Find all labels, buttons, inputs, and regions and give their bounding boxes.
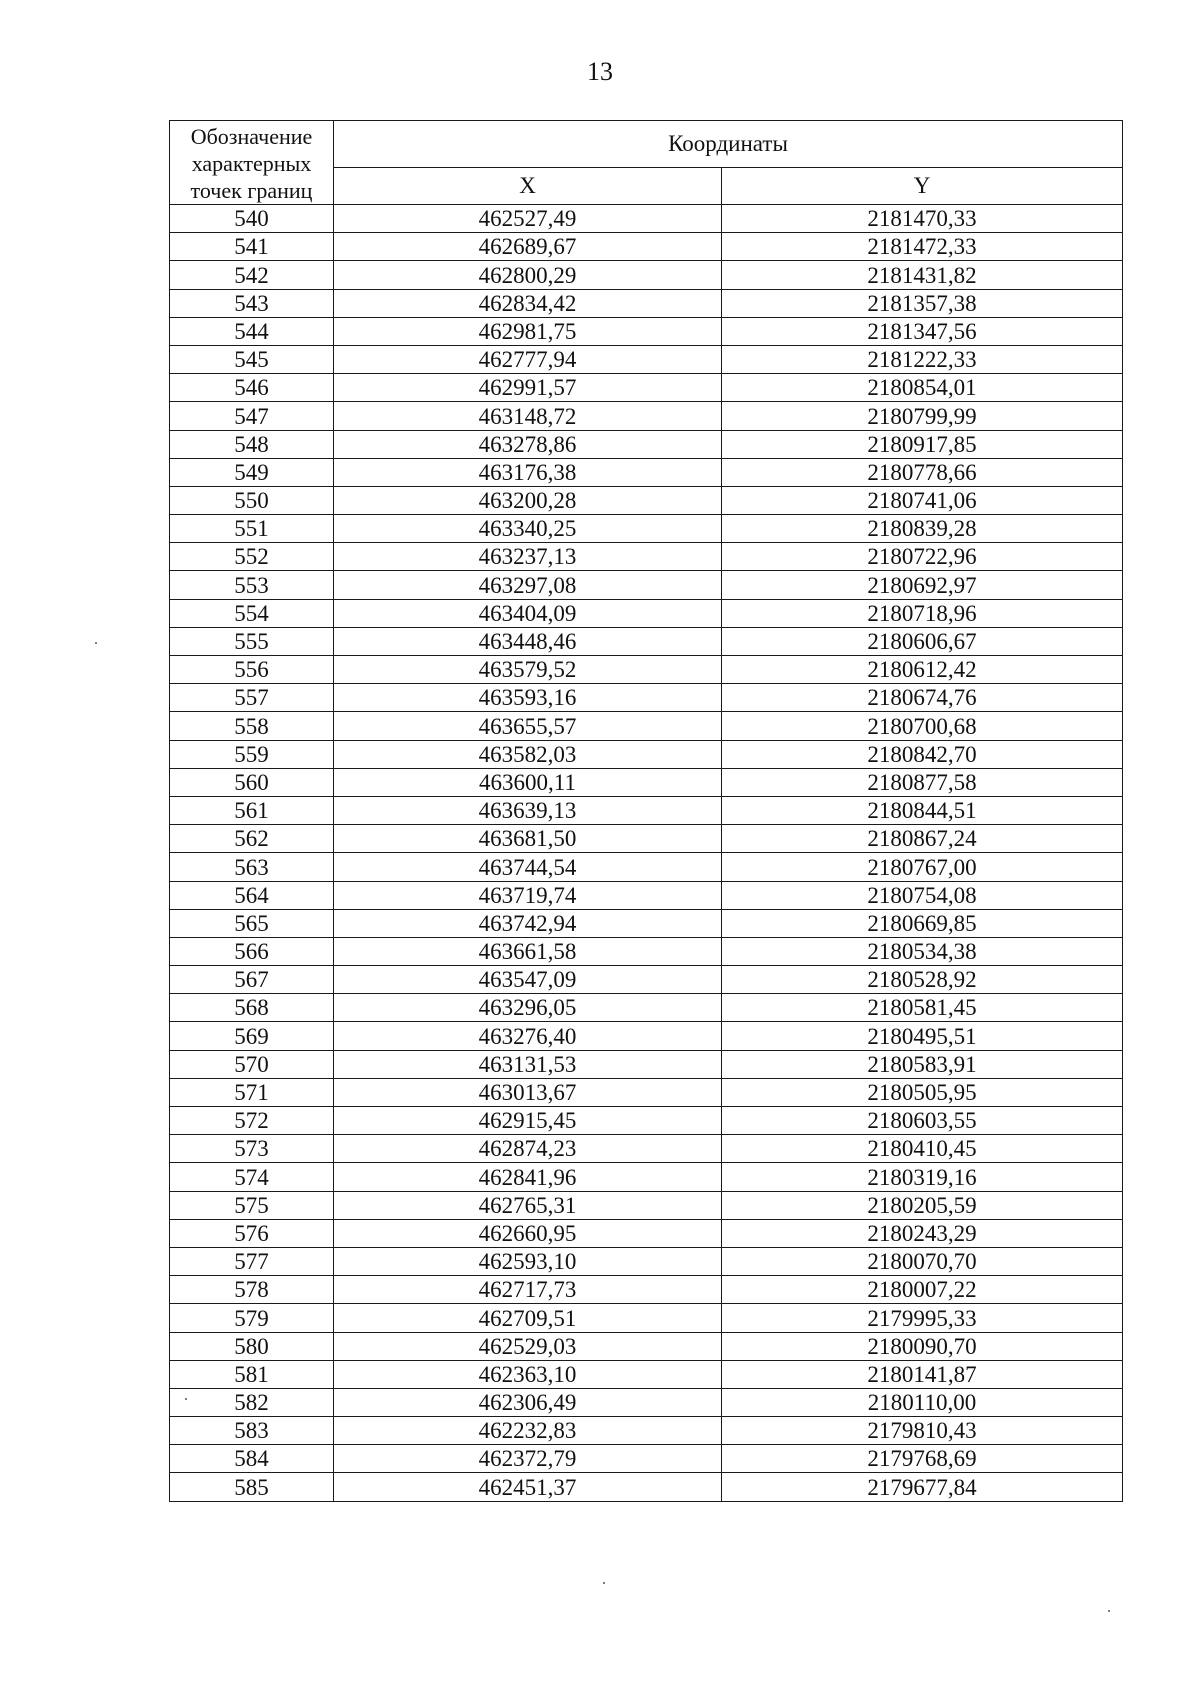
point-number-cell: 554	[170, 599, 334, 627]
x-coordinate-cell: 463744,54	[334, 853, 722, 881]
table-row	[170, 402, 1123, 430]
point-number-cell: 576	[170, 1219, 334, 1247]
table-row	[170, 1135, 1123, 1163]
scan-speck	[185, 1398, 187, 1400]
y-coordinate-cell: 2180877,58	[722, 768, 1123, 796]
x-coordinate-cell: 463404,09	[334, 599, 722, 627]
table-row	[170, 684, 1123, 712]
x-coordinate-cell: 463600,11	[334, 768, 722, 796]
point-number-cell: 541	[170, 233, 334, 261]
point-number-cell: 570	[170, 1050, 334, 1078]
point-number-cell: 582	[170, 1388, 334, 1416]
point-number-cell: 553	[170, 571, 334, 599]
table-row	[170, 1078, 1123, 1106]
coordinates-header: Координаты	[334, 121, 1123, 168]
y-coordinate-cell: 2180410,45	[722, 1135, 1123, 1163]
table-row	[170, 768, 1123, 796]
y-column-header: Y	[722, 168, 1123, 205]
table-header	[170, 121, 1123, 205]
point-number-cell: 540	[170, 205, 334, 233]
x-coordinate-cell: 462527,49	[334, 205, 722, 233]
y-coordinate-cell: 2179810,43	[722, 1417, 1123, 1445]
x-coordinate-cell: 463276,40	[334, 1022, 722, 1050]
table-row	[170, 1332, 1123, 1360]
x-coordinate-cell: 462800,29	[334, 261, 722, 289]
y-coordinate-cell: 2180319,16	[722, 1163, 1123, 1191]
table-row	[170, 796, 1123, 824]
table-row	[170, 1417, 1123, 1445]
table-body	[170, 205, 1123, 1502]
y-coordinate-cell: 2181347,56	[722, 317, 1123, 345]
x-coordinate-cell: 462841,96	[334, 1163, 722, 1191]
point-number-cell: 567	[170, 966, 334, 994]
table-row	[170, 1276, 1123, 1304]
y-coordinate-cell: 2180854,01	[722, 374, 1123, 402]
y-coordinate-cell: 2181222,33	[722, 345, 1123, 373]
y-coordinate-cell: 2180581,45	[722, 994, 1123, 1022]
y-coordinate-cell: 2181431,82	[722, 261, 1123, 289]
x-coordinate-cell: 462991,57	[334, 374, 722, 402]
point-number-cell: 585	[170, 1473, 334, 1501]
table-row	[170, 740, 1123, 768]
point-number-cell: 548	[170, 430, 334, 458]
table-row	[170, 825, 1123, 853]
x-coordinate-cell: 463448,46	[334, 627, 722, 655]
x-coordinate-cell: 462709,51	[334, 1304, 722, 1332]
y-coordinate-cell: 2180110,00	[722, 1388, 1123, 1416]
y-coordinate-cell: 2180718,96	[722, 599, 1123, 627]
point-number-cell: 550	[170, 486, 334, 514]
table-row	[170, 994, 1123, 1022]
y-coordinate-cell: 2181472,33	[722, 233, 1123, 261]
point-number-cell: 584	[170, 1445, 334, 1473]
y-coordinate-cell: 2180070,70	[722, 1247, 1123, 1275]
table-row	[170, 1050, 1123, 1078]
y-coordinate-cell: 2179768,69	[722, 1445, 1123, 1473]
x-coordinate-cell: 463013,67	[334, 1078, 722, 1106]
y-coordinate-cell: 2180534,38	[722, 937, 1123, 965]
x-coordinate-cell: 463742,94	[334, 909, 722, 937]
x-coordinate-cell: 462451,37	[334, 1473, 722, 1501]
x-coordinate-cell: 463131,53	[334, 1050, 722, 1078]
table-row	[170, 1191, 1123, 1219]
point-number-cell: 546	[170, 374, 334, 402]
header-row-top	[170, 121, 1123, 168]
coordinates-table	[169, 120, 1123, 1502]
table-row	[170, 205, 1123, 233]
point-number-cell: 544	[170, 317, 334, 345]
y-coordinate-cell: 2180603,55	[722, 1107, 1123, 1135]
point-number-cell: 560	[170, 768, 334, 796]
point-number-cell: 564	[170, 881, 334, 909]
x-coordinate-cell: 463278,86	[334, 430, 722, 458]
point-number-cell: 559	[170, 740, 334, 768]
table-row	[170, 1360, 1123, 1388]
x-coordinate-cell: 462372,79	[334, 1445, 722, 1473]
x-coordinate-cell: 462660,95	[334, 1219, 722, 1247]
x-coordinate-cell: 462981,75	[334, 317, 722, 345]
table-row	[170, 515, 1123, 543]
table-row	[170, 853, 1123, 881]
table-row	[170, 345, 1123, 373]
table-row	[170, 1388, 1123, 1416]
x-coordinate-cell: 463681,50	[334, 825, 722, 853]
table-row	[170, 571, 1123, 599]
table-row	[170, 937, 1123, 965]
x-coordinate-cell: 462232,83	[334, 1417, 722, 1445]
point-number-cell: 543	[170, 289, 334, 317]
point-number-cell: 549	[170, 458, 334, 486]
x-coordinate-cell: 463237,13	[334, 543, 722, 571]
table-row	[170, 458, 1123, 486]
y-coordinate-cell: 2180674,76	[722, 684, 1123, 712]
x-coordinate-cell: 463340,25	[334, 515, 722, 543]
y-coordinate-cell: 2180205,59	[722, 1191, 1123, 1219]
table-row	[170, 1163, 1123, 1191]
point-number-cell: 563	[170, 853, 334, 881]
x-coordinate-cell: 463297,08	[334, 571, 722, 599]
point-number-cell: 566	[170, 937, 334, 965]
point-number-cell: 552	[170, 543, 334, 571]
y-coordinate-cell: 2180505,95	[722, 1078, 1123, 1106]
x-coordinate-cell: 462593,10	[334, 1247, 722, 1275]
x-coordinate-cell: 463593,16	[334, 684, 722, 712]
x-coordinate-cell: 462306,49	[334, 1388, 722, 1416]
table-row	[170, 543, 1123, 571]
y-coordinate-cell: 2180243,29	[722, 1219, 1123, 1247]
y-coordinate-cell: 2180606,67	[722, 627, 1123, 655]
y-coordinate-cell: 2180495,51	[722, 1022, 1123, 1050]
point-number-cell: 573	[170, 1135, 334, 1163]
table-row	[170, 486, 1123, 514]
point-number-cell: 562	[170, 825, 334, 853]
point-number-cell: 574	[170, 1163, 334, 1191]
point-number-cell: 556	[170, 656, 334, 684]
x-coordinate-cell: 463719,74	[334, 881, 722, 909]
point-number-cell: 580	[170, 1332, 334, 1360]
table-row	[170, 627, 1123, 655]
point-number-cell: 568	[170, 994, 334, 1022]
y-coordinate-cell: 2180767,00	[722, 853, 1123, 881]
table-row	[170, 1473, 1123, 1501]
point-number-cell: 578	[170, 1276, 334, 1304]
table-row	[170, 1445, 1123, 1473]
point-number-cell: 575	[170, 1191, 334, 1219]
table-row	[170, 1107, 1123, 1135]
table-row	[170, 430, 1123, 458]
table-row	[170, 1219, 1123, 1247]
point-number-cell: 557	[170, 684, 334, 712]
x-coordinate-cell: 462777,94	[334, 345, 722, 373]
x-coordinate-cell: 463547,09	[334, 966, 722, 994]
x-coordinate-cell: 463639,13	[334, 796, 722, 824]
scan-speck	[1108, 1610, 1110, 1612]
x-coordinate-cell: 463579,52	[334, 656, 722, 684]
point-number-cell: 577	[170, 1247, 334, 1275]
table-row	[170, 656, 1123, 684]
table-row	[170, 909, 1123, 937]
x-coordinate-cell: 463176,38	[334, 458, 722, 486]
x-coordinate-cell: 463582,03	[334, 740, 722, 768]
x-coordinate-cell: 462363,10	[334, 1360, 722, 1388]
y-coordinate-cell: 2179995,33	[722, 1304, 1123, 1332]
y-coordinate-cell: 2180528,92	[722, 966, 1123, 994]
y-coordinate-cell: 2179677,84	[722, 1473, 1123, 1501]
scan-speck	[95, 642, 97, 644]
y-coordinate-cell: 2180799,99	[722, 402, 1123, 430]
x-coordinate-cell: 462834,42	[334, 289, 722, 317]
y-coordinate-cell: 2180141,87	[722, 1360, 1123, 1388]
y-coordinate-cell: 2181470,33	[722, 205, 1123, 233]
scan-speck	[603, 1582, 605, 1584]
point-number-cell: 542	[170, 261, 334, 289]
point-number-cell: 583	[170, 1417, 334, 1445]
y-coordinate-cell: 2181357,38	[722, 289, 1123, 317]
y-coordinate-cell: 2180842,70	[722, 740, 1123, 768]
point-number-cell: 545	[170, 345, 334, 373]
y-coordinate-cell: 2180754,08	[722, 881, 1123, 909]
x-coordinate-cell: 463661,58	[334, 937, 722, 965]
y-coordinate-cell: 2180917,85	[722, 430, 1123, 458]
point-number-cell: 581	[170, 1360, 334, 1388]
y-coordinate-cell: 2180692,97	[722, 571, 1123, 599]
table-row	[170, 317, 1123, 345]
table-row	[170, 712, 1123, 740]
x-coordinate-cell: 462689,67	[334, 233, 722, 261]
point-number-cell: 558	[170, 712, 334, 740]
page-number: 13	[587, 57, 613, 86]
point-number-cell: 547	[170, 402, 334, 430]
table-row	[170, 261, 1123, 289]
point-number-cell: 555	[170, 627, 334, 655]
point-number-cell: 579	[170, 1304, 334, 1332]
y-coordinate-cell: 2180722,96	[722, 543, 1123, 571]
x-coordinate-cell: 462717,73	[334, 1276, 722, 1304]
x-coordinate-cell: 463200,28	[334, 486, 722, 514]
y-coordinate-cell: 2180007,22	[722, 1276, 1123, 1304]
table-row	[170, 966, 1123, 994]
x-coordinate-cell: 463148,72	[334, 402, 722, 430]
table-row	[170, 1022, 1123, 1050]
y-coordinate-cell: 2180090,70	[722, 1332, 1123, 1360]
y-coordinate-cell: 2180778,66	[722, 458, 1123, 486]
table-row	[170, 1304, 1123, 1332]
y-coordinate-cell: 2180669,85	[722, 909, 1123, 937]
x-coordinate-cell: 463296,05	[334, 994, 722, 1022]
x-column-header: X	[334, 168, 722, 205]
point-number-cell: 572	[170, 1107, 334, 1135]
point-number-cell: 561	[170, 796, 334, 824]
y-coordinate-cell: 2180844,51	[722, 796, 1123, 824]
point-number-cell: 571	[170, 1078, 334, 1106]
table-row	[170, 233, 1123, 261]
x-coordinate-cell: 462765,31	[334, 1191, 722, 1219]
point-number-cell: 565	[170, 909, 334, 937]
y-coordinate-cell: 2180839,28	[722, 515, 1123, 543]
y-coordinate-cell: 2180612,42	[722, 656, 1123, 684]
table-row	[170, 1247, 1123, 1275]
x-coordinate-cell: 462915,45	[334, 1107, 722, 1135]
x-coordinate-cell: 462529,03	[334, 1332, 722, 1360]
x-coordinate-cell: 462874,23	[334, 1135, 722, 1163]
x-coordinate-cell: 463655,57	[334, 712, 722, 740]
y-coordinate-cell: 2180867,24	[722, 825, 1123, 853]
point-number-cell: 551	[170, 515, 334, 543]
table-row	[170, 599, 1123, 627]
table-row	[170, 881, 1123, 909]
table-row	[170, 289, 1123, 317]
y-coordinate-cell: 2180700,68	[722, 712, 1123, 740]
point-number-cell: 569	[170, 1022, 334, 1050]
table-row	[170, 374, 1123, 402]
y-coordinate-cell: 2180583,91	[722, 1050, 1123, 1078]
y-coordinate-cell: 2180741,06	[722, 486, 1123, 514]
point-designation-header: Обозначение характерных точек границ	[170, 121, 334, 205]
